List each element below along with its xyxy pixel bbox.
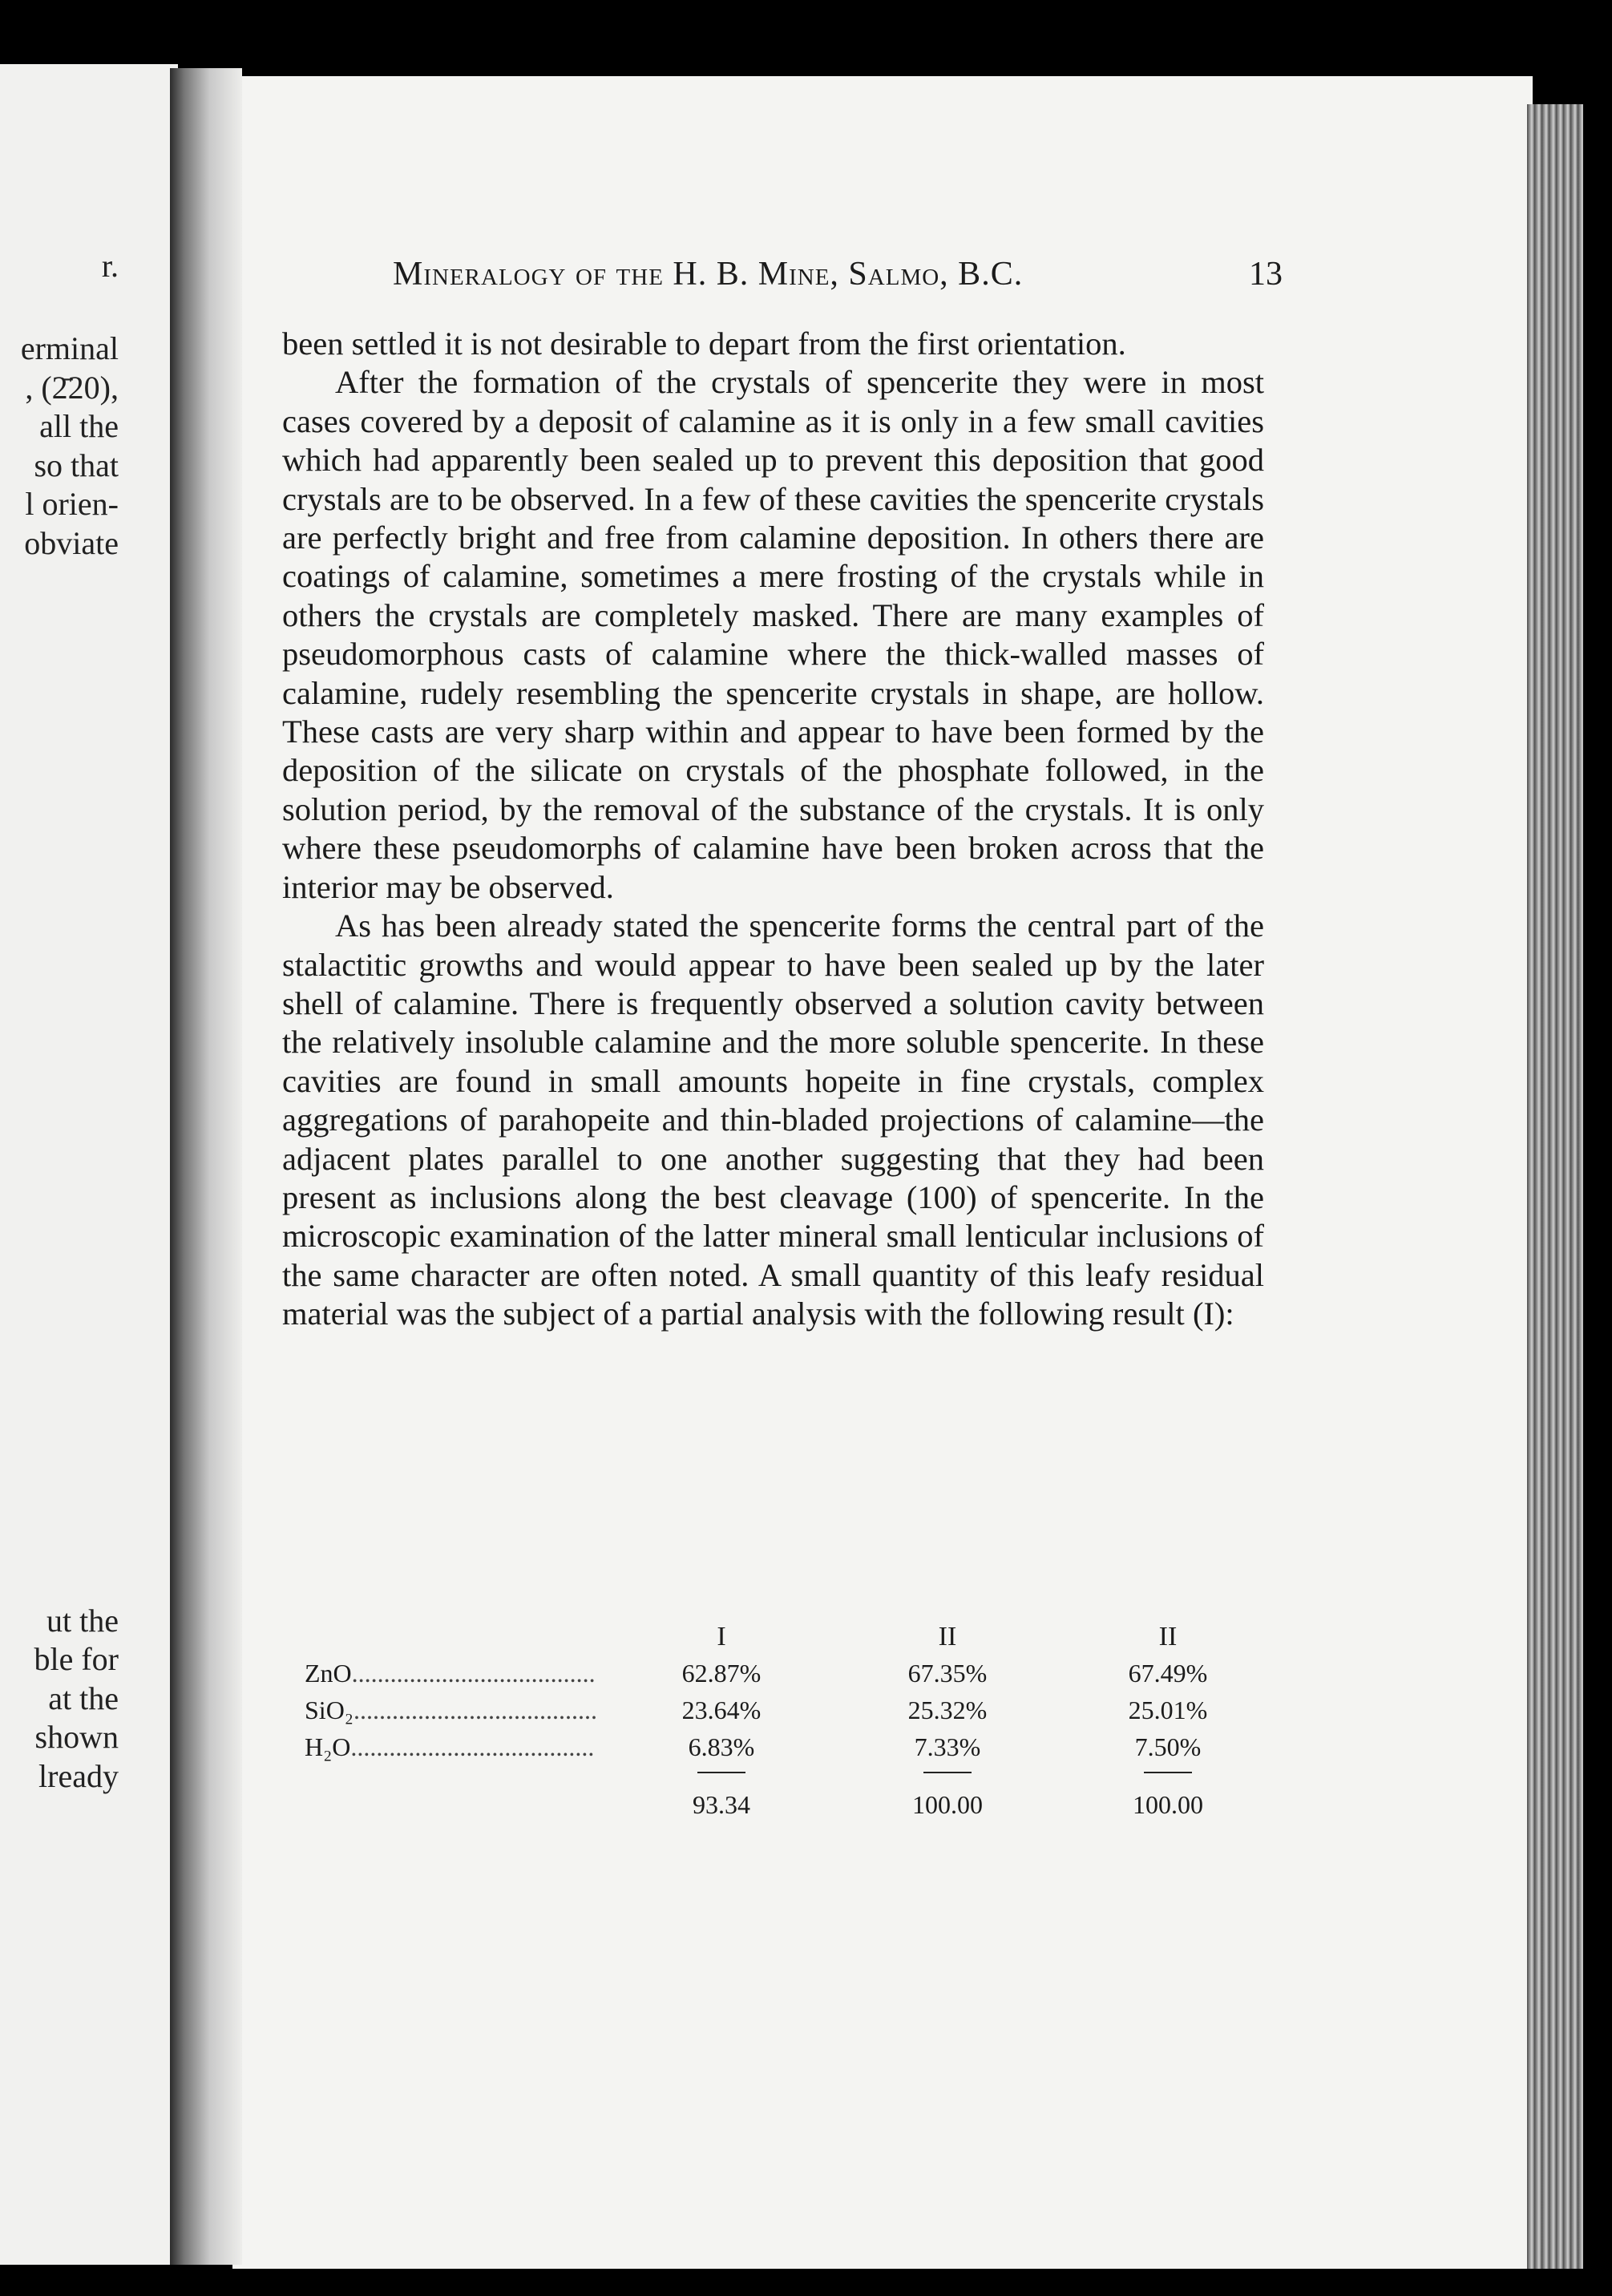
left-fragment: ut the — [46, 1603, 119, 1639]
left-fragment: l orien- — [25, 486, 119, 522]
column-header: II — [1158, 1622, 1178, 1651]
body-text — [282, 325, 1264, 1334]
left-fragment: shown — [34, 1719, 119, 1755]
row-label: ZnO...................................... — [305, 1659, 596, 1688]
paragraph: As has been already stated the spencerite forms the central part of the stalactitic growths and would appear to have been sealed up by the later shell of calamine. There is frequently observed a solution cavity between the relatively insoluble calamine and the more soluble spencerite. In these cavities are found in small amounts hopeite in fine crystals, complex aggregations of parahopeite and thin-bladed projections of calamine—the adjacent plates parallel to one another suggesting that they had been present as inclusions along the best cleavage (100) of spencerite. In the microscopic examination of the latter mineral small lenticular inclusions of the same character are often noted. A small quantity of this leafy residual material was the subject of a partial analysis with the following result (I): — [282, 907, 1264, 1332]
left-fragment: so that — [34, 447, 119, 483]
row-label: SiO₂...................................... — [305, 1696, 597, 1724]
dot-leader: ...................................... — [353, 1696, 597, 1724]
analysis-table — [282, 1622, 1276, 1826]
dot-leader: ...................................... — [350, 1732, 595, 1761]
left-fragment: obviate — [24, 525, 119, 561]
table-cell: 23.64% — [681, 1696, 762, 1724]
sum-rule — [1144, 1772, 1192, 1773]
row-label: H₂O...................................... — [305, 1732, 595, 1761]
sum-rule — [923, 1772, 972, 1773]
paragraph: been settled it is not desirable to depart from the first orientation. — [282, 325, 1126, 362]
dot-leader: ...................................... — [351, 1659, 596, 1688]
table-cell: 6.83% — [688, 1732, 755, 1761]
total-cell: 93.34 — [693, 1790, 750, 1819]
left-fragment: r. — [101, 248, 119, 284]
sum-rule — [697, 1772, 745, 1773]
table-cell: 62.87% — [681, 1659, 762, 1688]
table-cell: 25.32% — [907, 1696, 988, 1724]
table-cell: 67.49% — [1128, 1659, 1208, 1688]
left-fragment: all the — [39, 408, 119, 444]
page-number: 13 — [1249, 256, 1283, 293]
table-cell: 7.33% — [914, 1732, 981, 1761]
total-cell: 100.00 — [1133, 1790, 1203, 1819]
running-head: Mineralogy of the H. B. Mine, Salmo, B.C. — [393, 256, 1024, 293]
book-gutter — [170, 68, 242, 2265]
page-edges — [1527, 104, 1583, 2269]
table-cell: 67.35% — [907, 1659, 988, 1688]
left-fragment: lready — [38, 1758, 119, 1794]
paragraph: After the formation of the crystals of spencerite they were in most cases covered by a deposit of calamine as it is only in a few small cavities which had apparently been sealed up to prevent this deposition that good crystals are to be observed. In a few of these cavities the spencerite crystals are perfectly bright and free from calamine deposition. In others there are coatings of calamine, sometimes a mere frosting of the crystals while in others the crystals are completely masked. There are many examples of pseudomorphous casts of calamine where the thick-walled masses of calamine, rudely resembling the spencerite crystals in shape, are hollow. These casts are very sharp within and appear to have been formed by the deposition of the silicate on crystals of the phosphate followed, in the solution period, by the removal of the substance of the crystals. It is only where these pseudomorphs of calamine have been broken across that the interior may be observed. — [282, 364, 1264, 905]
total-cell: 100.00 — [912, 1790, 983, 1819]
page-header — [393, 255, 1283, 295]
column-header: I — [717, 1622, 726, 1651]
left-fragment: at the — [48, 1680, 119, 1716]
left-fragment: , (2̄20), — [25, 370, 119, 406]
left-page — [0, 64, 178, 2265]
left-fragment: erminal — [20, 330, 119, 366]
table-cell: 25.01% — [1128, 1696, 1208, 1724]
left-fragment: ble for — [34, 1641, 119, 1677]
table-cell: 7.50% — [1134, 1732, 1202, 1761]
column-header: II — [938, 1622, 957, 1651]
